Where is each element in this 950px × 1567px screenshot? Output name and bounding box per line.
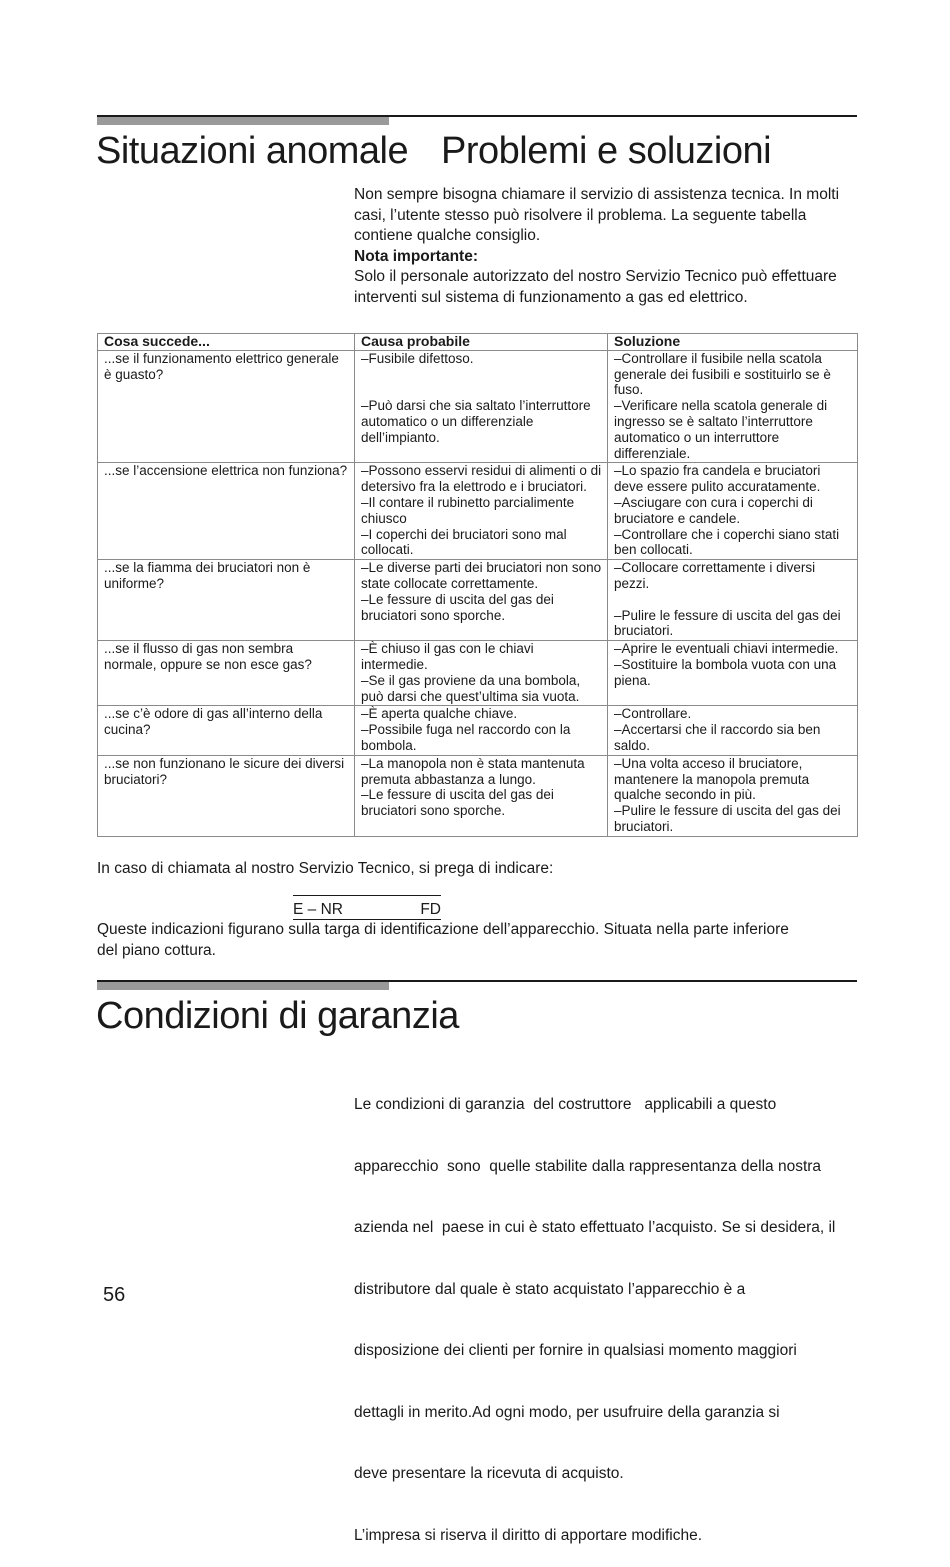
solution-item: –Accertarsi che il raccordo sia ben saldo. [614, 722, 821, 753]
cause-cell [355, 641, 608, 706]
cause-item: –Le diverse parti dei bruciatori non sono state collocate correttamente. [361, 560, 602, 591]
solution-cell [608, 350, 858, 463]
cause-item: –È aperta qualche chiave. [361, 706, 518, 722]
cause-item: –La manopola non è stata mantenuta premuta abbastanza a lungo. [361, 755, 585, 787]
section-title-left: Situazioni anomale [96, 130, 409, 172]
code-enr-label: E – NR [293, 901, 343, 918]
table-header-row [98, 334, 858, 351]
cause-item: –I coperchi dei bruciatori sono mal collocati. [361, 526, 567, 558]
solution-item: –Pulire le fessure di uscita del gas dei bruciatori. [614, 803, 841, 834]
cause-cell [355, 560, 608, 641]
table-row [98, 350, 858, 463]
problem-cell: ...se c’è odore di gas all’interno della cucina? [98, 706, 355, 755]
code-fd-label: FD [420, 901, 441, 918]
section-rule-grey [97, 982, 389, 990]
warranty-text [354, 1054, 894, 1567]
section-title-right: Problemi e soluzioni [441, 130, 772, 172]
cause-cell [355, 706, 608, 755]
cause-item: –Possono esservi residui di alimenti o di detersivo fra la elettrodo e i bruciatori. [361, 463, 602, 495]
warranty-line: L’impresa si riserva il diritto di apportare modifiche. [354, 1526, 703, 1544]
solution-item: –Controllare. [614, 706, 692, 722]
troubleshooting-table [97, 333, 858, 837]
warranty-line: dettagli in merito.Ad ogni modo, per usufruire della garanzia si [354, 1403, 780, 1421]
cause-item: –Il contare il rubinetto parcialimente chiusco [361, 494, 575, 526]
cause-cell [355, 463, 608, 560]
solution-item: –Controllare il fusibile nella scatola generale dei fusibili e sostituirlo se è fuso. [614, 350, 831, 398]
problem-cell: ...se l’accensione elettrica non funziona? [98, 463, 355, 560]
plate-info-text: Queste indicazioni figurano sulla targa di identificazione dell’apparecchio. Situata nella parte inferiore del piano cottura. [97, 921, 789, 959]
section-rule-black [97, 980, 857, 982]
cause-item: –Se il gas proviene da una bombola, può darsi che quest’ultima sia vuota. [361, 672, 581, 704]
header-solution: Soluzione [608, 334, 858, 351]
solution-item: –Collocare correttamente i diversi pezzi. [614, 560, 816, 591]
solution-item: –Controllare che i coperchi siano stati ben collocati. [614, 526, 840, 558]
problem-cell: ...se il funzionamento elettrico generale è guasto? [98, 350, 355, 463]
solution-item: –Pulire le fessure di uscita del gas dei bruciatori. [614, 607, 841, 639]
warranty-line: deve presentare la ricevuta di acquisto. [354, 1465, 624, 1482]
solution-item: –Sostituire la bombola vuota con una piena. [614, 656, 837, 688]
solution-cell [608, 463, 858, 560]
code-top-line [293, 895, 441, 896]
solution-cell [608, 706, 858, 755]
solution-item: –Verificare nella scatola generale di ingresso se è saltato l’interruttore automatico o un interruttore differenziale. [614, 398, 828, 461]
table-row [98, 641, 858, 706]
cause-item: –Le fessure di uscita del gas dei bruciatori sono sporche. [361, 591, 554, 623]
cause-item: –Può darsi che sia saltato l’interruttore automatico o un differenziale dell’impianto. [361, 398, 591, 445]
page-number: 56 [103, 1284, 126, 1306]
product-code-field [293, 901, 441, 920]
problem-cell: ...se non funzionano le sicure dei diversi bruciatori? [98, 755, 355, 836]
solution-item: –Asciugare con cura i coperchi di bruciatore e candele. [614, 494, 813, 526]
solution-cell [608, 560, 858, 641]
solution-item: –Una volta acceso il bruciatore, mantenere la manopola premuta qualche secondo in più. [614, 755, 810, 803]
solution-item: –Aprire le eventuali chiavi intermedie. [614, 641, 839, 657]
note-label: Nota importante: [354, 247, 478, 265]
cause-item: –Possibile fuga nel raccordo con la bombola. [361, 722, 571, 753]
table-row [98, 706, 858, 755]
warranty-line: disposizione dei clienti per fornire in qualsiasi momento maggiori [354, 1342, 797, 1359]
note-text: Solo il personale autorizzato del nostro Servizio Tecnico può effettuare interventi sul sistema di funzionamento a gas ed elettrico. [354, 268, 837, 306]
warranty-line: distributore dal quale è stato acquistato l’apparecchio è a [354, 1280, 746, 1298]
cause-cell [355, 755, 608, 836]
cause-cell [355, 350, 608, 463]
table-row [98, 560, 858, 641]
cause-item: –Le fessure di uscita del gas dei bruciatori sono sporche. [361, 787, 554, 819]
section-rule-black [97, 115, 857, 117]
problem-cell: ...se il flusso di gas non sembra normale, oppure se non esce gas? [98, 641, 355, 706]
warranty-line: Le condizioni di garanzia del costruttore applicabili a questo [354, 1096, 777, 1113]
header-problem: Cosa succede... [98, 334, 355, 351]
problem-cell: ...se la fiamma dei bruciatori non è uniforme? [98, 560, 355, 641]
cause-item: –È chiuso il gas con le chiavi intermedie. [361, 641, 534, 672]
table-row [98, 463, 858, 560]
intro-block [354, 185, 854, 308]
solution-cell [608, 641, 858, 706]
warranty-title: Condizioni di garanzia [96, 995, 459, 1037]
service-call-text: In caso di chiamata al nostro Servizio Tecnico, si prega di indicare: [97, 860, 554, 877]
section-rule-grey [97, 117, 389, 125]
warranty-line: azienda nel paese in cui è stato effettuato l’acquisto. Se si desidera, il [354, 1219, 836, 1236]
cause-item: –Fusibile difettoso. [361, 350, 474, 366]
table-row [98, 755, 858, 836]
solution-cell [608, 755, 858, 836]
warranty-line: apparecchio sono quelle stabilite dalla rappresentanza della nostra [354, 1157, 822, 1175]
solution-item: –Lo spazio fra candela e bruciatori deve essere pulito accuratamente. [614, 463, 821, 495]
header-cause: Causa probabile [355, 334, 608, 351]
intro-text: Non sempre bisogna chiamare il servizio di assistenza tecnica. In molti casi, l’utente stesso può risolvere il problema. La seguente tabella contiene qualche consiglio. [354, 186, 840, 244]
